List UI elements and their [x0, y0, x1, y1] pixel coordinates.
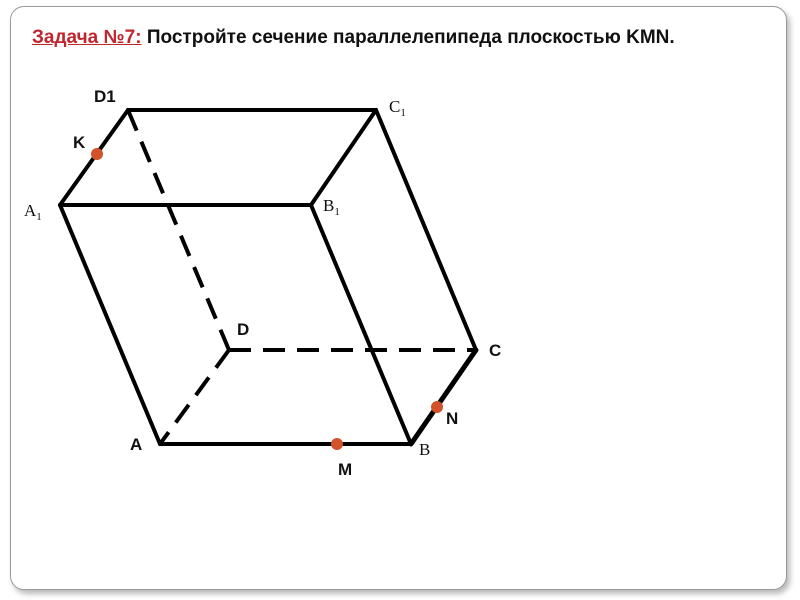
- edge-DD1: [128, 110, 229, 350]
- edge-C1C: [376, 110, 476, 350]
- point-K: [91, 148, 103, 160]
- task-text: Постройте сечение параллелепипеда плоскостью KMN.: [141, 27, 675, 48]
- edge-A1A: [60, 205, 160, 444]
- label-M: M: [338, 460, 353, 479]
- label-C1: $C_1$: [389, 97, 406, 119]
- label-D: D: [237, 320, 250, 339]
- edge-B1B: [311, 205, 411, 444]
- label-C: C: [489, 341, 502, 360]
- edge-AD: [160, 350, 229, 444]
- point-N: [431, 401, 443, 413]
- edge-B1C1: [311, 110, 376, 205]
- point-M: [331, 438, 343, 450]
- label-K: K: [73, 133, 86, 152]
- label-D1: D1: [94, 87, 116, 106]
- label-B1: $B_1$: [323, 196, 340, 218]
- task-number: Задача №7:: [32, 27, 142, 48]
- label-A1: $A_1$: [24, 201, 42, 223]
- edge-BC: [411, 350, 476, 444]
- label-A: A: [130, 435, 143, 454]
- label-B: B: [419, 440, 431, 459]
- label-N: N: [446, 409, 459, 428]
